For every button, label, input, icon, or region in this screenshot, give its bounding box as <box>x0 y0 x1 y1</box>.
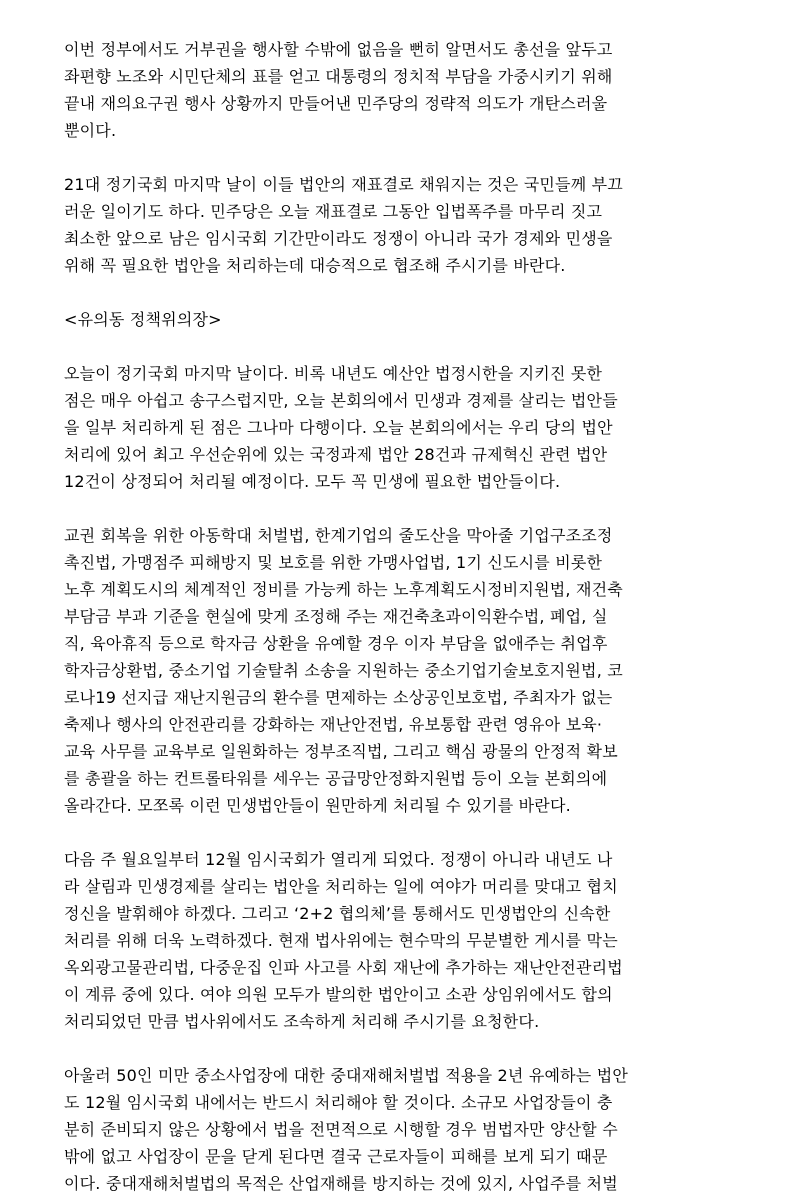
paragraph: 교권 회복을 위한 아동학대 처벌법, 한계기업의 줄도산을 막아줄 기업구조조정 촉진법, 가맹점주 피해방지 및 보호를 위한 가맹사업법, 1기 신도시를 비롯한 노후 계획도시의 체계적인 정비를 가능케 하는 노후계획도시정비지원법, 재건축 부담금 부과 기준을 현실에 맞게 조정해 주는 재건축초과이익환수법, 폐업, 실 직, 육아휴직 등으로 학자금 상환을 유예할 경우 이자 부담을 없애주는 취업후 학자금상환법, 중소기업 기술탈취 소송을 지원하는 중소기업기술보호지원법, 코 로나19 선지급 재난지원금의 환수를 면제하는 소상공인보호법, 주최자가 없는 축제나 행사의 안전관리를 강화하는 재난안전법, 유보통합 관련 영유아 보육· 교육 사무를 교육부로 일원화하는 정부조직법, 그리고 핵심 광물의 안정적 확보 를 총괄을 하는 컨트롤타워를 세우는 공급망안정화지원법 등이 오늘 본회의에 올라간다. 모쪼록 이런 민생법안들이 원만하게 처리될 수 있기를 바란다. <box>64 526 623 815</box>
paragraph: 21대 정기국회 마지막 날이 이들 법안의 재표결로 채워지는 것은 국민들께 부끄 러운 일이기도 하다. 민주당은 오늘 재표결로 그동안 입법폭주를 마무리 짓고 최소한 앞으로 남은 임시국회 기간만이라도 정쟁이 아니라 국가 경제와 민생을 위해 꼭 필요한 법안을 처리하는데 대승적으로 협조해 주시기를 바란다. <box>64 175 623 275</box>
section-heading: <유의동 정책위의장> <box>64 310 222 329</box>
paragraph: 오늘이 정기국회 마지막 날이다. 비록 내년도 예산안 법정시한을 지키진 못한 점은 매우 아쉽고 송구스럽지만, 오늘 본회의에서 민생과 경제를 살리는 법안들 을 일부 처리하게 된 점은 그나마 다행이다. 오늘 본회의에서는 우리 당의 법안 처리에 있어 최고 우선순위에 있는 국정과제 법안 28건과 규제혁신 관련 법안 12건이 상정되어 처리될 예정이다. 모두 꼭 민생에 필요한 법안들이다. <box>64 364 618 491</box>
paragraph: 아울러 50인 미만 중소사업장에 대한 중대재해처벌법 적용을 2년 유예하는 법안 도 12월 임시국회 내에서는 반드시 처리해야 할 것이다. 소규모 사업장들이 충 분히 준비되지 않은 상황에서 법을 전면적으로 시행할 경우 범법자만 양산할 수 밖에 없고 사업장이 문을 닫게 된다면 결국 근로자들이 피해를 보게 되기 때문 이다. 중대재해처벌법의 목적은 산업재해를 방지하는 것에 있지, 사업주를 처벌 <box>64 1066 629 1193</box>
paragraph: 다음 주 월요일부터 12월 임시국회가 열리게 되었다. 정쟁이 아니라 내년도 나 라 살림과 민생경제를 살리는 법안을 처리하는 일에 여야가 머리를 맞대고 협치 정신을 발휘해야 하겠다. 그리고 ‘2+2 협의체’를 통해서도 민생법안의 신속한 처리를 위해 더욱 노력하겠다. 현재 법사위에는 현수막의 무분별한 게시를 막는 옥외광고물관리법, 다중운집 인파 사고를 사회 재난에 추가하는 재난안전관리법 이 계류 중에 있다. 여야 의원 모두가 발의한 법안이고 소관 상임위에서도 합의 처리되었던 만큼 법사위에서도 조속하게 처리해 주시기를 요청한다. <box>64 850 623 1031</box>
paragraph: 이번 정부에서도 거부권을 행사할 수밖에 없음을 뻔히 알면서도 총선을 앞두고 좌편향 노조와 시민단체의 표를 얻고 대통령의 정치적 부담을 가중시키기 위해 끝내 재의요구권 행사 상황까지 만들어낸 민주당의 정략적 의도가 개탄스러울 뿐이다. <box>64 40 613 140</box>
